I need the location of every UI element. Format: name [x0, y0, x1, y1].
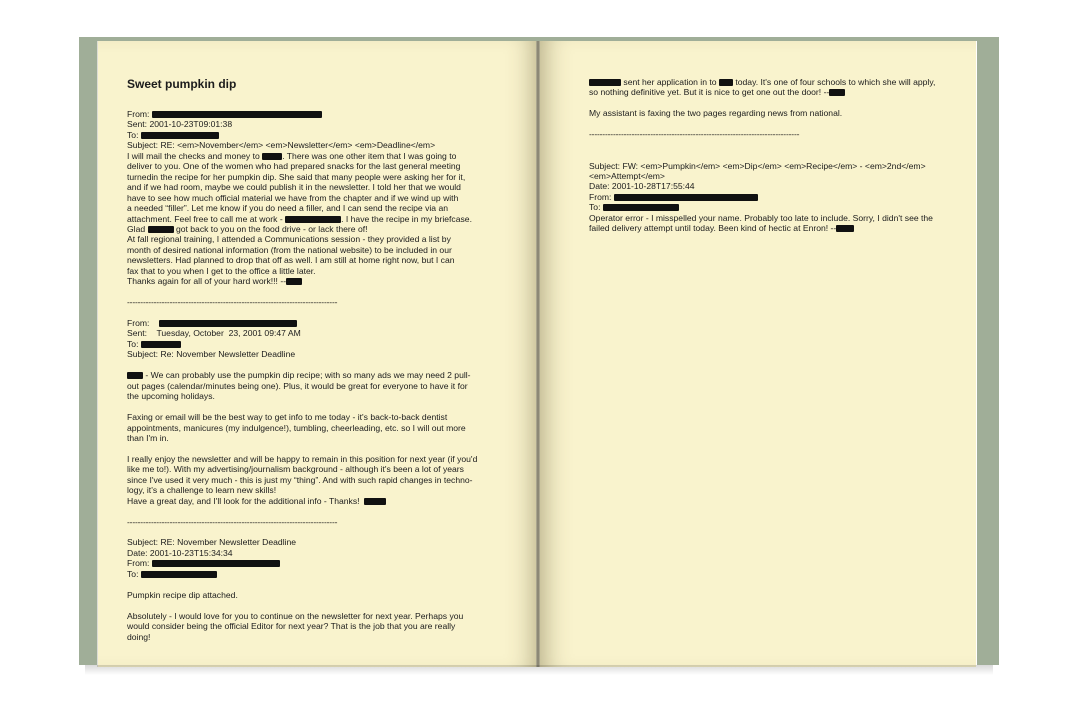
body-line: I really enjoy the newsletter and will be happy to remain in this position for next year (if you'd	[127, 453, 478, 464]
left-page-content	[127, 77, 495, 642]
redaction	[262, 153, 282, 160]
email-date-line: Date: 2001-10-23T15:34:34	[127, 547, 233, 558]
body-line: out pages (calendar/minutes being one). Plus, it would be great for everyone to have it for	[127, 380, 468, 391]
redaction	[364, 498, 386, 505]
body-line: would consider being the official Editor for next year? That is the job that you are really	[127, 621, 456, 632]
body-line: logy, it's a challenge to learn new skills!	[127, 485, 277, 496]
redaction	[829, 89, 845, 96]
right-page	[540, 41, 977, 667]
redaction	[141, 571, 217, 578]
redaction	[152, 111, 322, 118]
redaction	[589, 79, 621, 86]
body-line: I will mail the checks and money to . There was one other item that I was going to	[127, 150, 457, 161]
redaction	[141, 341, 181, 348]
redaction	[152, 560, 280, 567]
body-line: - We can probably use the pumpkin dip recipe; with so many ads we may need 2 pull-	[127, 370, 495, 380]
body-line: Absolutely - I would love for you to continue on the newsletter for next year. Perhaps you	[127, 610, 464, 621]
body-line: sent her application in to today. It's one of four schools to which she will apply,	[589, 77, 955, 87]
body-line: turnedin the recipe for her pumpkin dip. She said that many people were asking her for it,	[127, 171, 466, 182]
redaction	[285, 216, 341, 223]
separator: -------------------------------------------------------------------------------	[589, 129, 800, 140]
redaction	[148, 226, 174, 233]
body-line: At fall regional training, I attended a Communications session - they provided a list by	[127, 234, 451, 245]
body-line: and if we had room, maybe we could publish it in the newsletter. I told her that we would	[127, 182, 461, 193]
body-line: newsletters. Had planned to drop that off as well. I am still at home right now, but I can	[127, 255, 455, 266]
body-line: Operator error - I misspelled your name. Probably too late to include. Sorry, I didn't see the	[589, 212, 933, 223]
body-line: My assistant is faxing the two pages regarding news from national.	[589, 108, 843, 119]
redaction	[603, 204, 679, 211]
page-title: Sweet pumpkin dip	[127, 77, 237, 91]
email-date-line: Date: 2001-10-28T17:55:44	[589, 181, 695, 192]
body-line: appointments, manicures (my indulgence!), tumbling, cheerleading, etc. so I will out more	[127, 422, 466, 433]
body-line: a needed “filler”. Let me know if you do need a filler, and I can send the recipe via an	[127, 203, 449, 214]
body-line: month of desired national information (from the national website) to be included in our	[127, 244, 452, 255]
email-from-line: From:	[127, 318, 495, 328]
email-subject-line: Subject: RE: <em>November</em> <em>Newsletter</em> <em>Deadline</em>	[127, 140, 436, 151]
body-line: Faxing or email will be the best way to get info to me today - it's back-to-back dentist	[127, 412, 448, 423]
right-page-content	[589, 77, 955, 234]
left-page	[97, 41, 538, 667]
email-from-line: From:	[127, 558, 495, 568]
separator: -------------------------------------------------------------------------------	[127, 516, 338, 527]
redaction	[159, 320, 297, 327]
body-line: than I'm in.	[127, 432, 169, 443]
body-line: the upcoming holidays.	[127, 391, 215, 402]
separator: -------------------------------------------------------------------------------	[127, 297, 338, 308]
email-subject-line: <em>Attempt</em>	[589, 171, 665, 182]
email-to-line: To:	[589, 202, 955, 212]
redaction	[719, 79, 733, 86]
redaction	[141, 132, 219, 139]
book-shadow	[85, 665, 993, 675]
redaction	[286, 278, 302, 285]
body-line: Pumpkin recipe dip attached.	[127, 589, 238, 600]
body-line: deliver to you. One of the women who had prepared snacks for the last general meeting	[127, 161, 461, 172]
body-line: Glad got back to you on the food drive - or lack there of!	[127, 223, 368, 234]
body-line: attachment. Feel free to call me at work - . I have the recipe in my briefcase.	[127, 213, 472, 224]
body-line: since I've used it very much - this is just my “thing”. And with such rapid changes in techno-	[127, 474, 473, 485]
redaction	[614, 194, 758, 201]
body-line: so nothing definitive yet. But it is nice to get one out the door! --	[589, 87, 955, 97]
email-from-line: From:	[127, 109, 495, 119]
email-sent-line: Sent: Tuesday, October 23, 2001 09:47 AM	[127, 328, 301, 339]
body-line: Thanks again for all of your hard work!!! --	[127, 276, 495, 286]
body-line: doing!	[127, 631, 151, 642]
redaction	[127, 372, 143, 379]
book-spread	[79, 37, 999, 665]
email-to-line: To:	[127, 130, 495, 140]
email-from-line: From:	[589, 192, 955, 202]
body-line: failed delivery attempt until today. Been kind of hectic at Enron! --	[589, 223, 955, 233]
body-line: fax that to you when I get to the office a little later.	[127, 265, 316, 276]
email-sent-line: Sent: 2001-10-23T09:01:38	[127, 119, 233, 130]
email-subject-line: Subject: FW: <em>Pumpkin</em> <em>Dip</em> <em>Recipe</em> - <em>2nd</em>	[589, 160, 926, 171]
body-line: Have a great day, and I'll look for the additional info - Thanks!	[127, 496, 495, 506]
body-line: have to see how much official material we have from the chapter and if we wind up with	[127, 192, 459, 203]
email-to-line: To:	[127, 339, 495, 349]
redaction	[836, 225, 854, 232]
email-subject-line: Subject: RE: November Newsletter Deadline	[127, 537, 297, 548]
email-to-line: To:	[127, 569, 495, 579]
email-subject-line: Subject: Re: November Newsletter Deadline	[127, 349, 296, 360]
body-line: like me to!). With my advertising/journalism background - although it's been a lot of years	[127, 464, 464, 475]
